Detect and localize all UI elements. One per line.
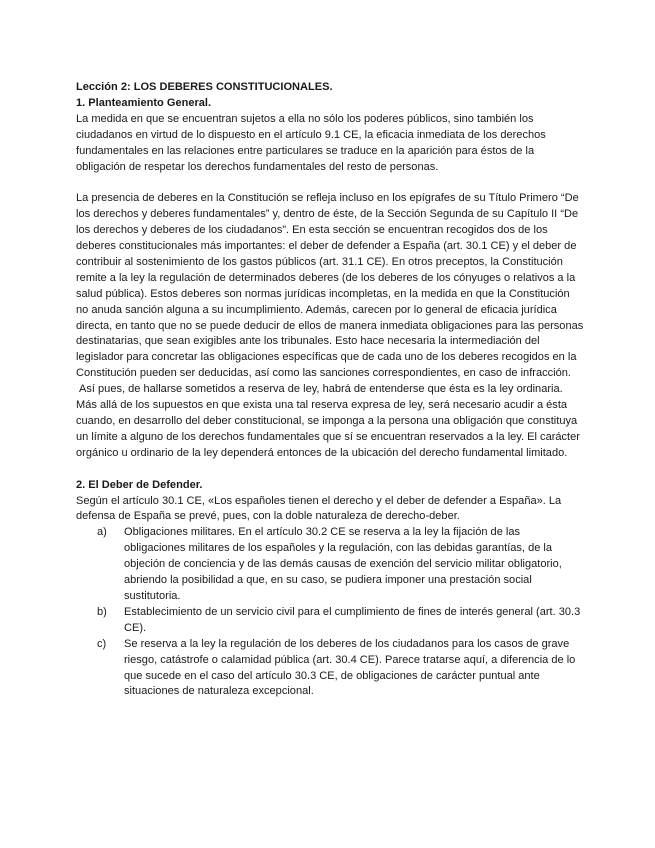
duties-list <box>76 525 584 700</box>
section-1-paragraph-2: La presencia de deberes en la Constitución se refleja incluso en los epígrafes de su Título Primero “De los derechos y deberes fundamentales” y, dentro de éste, de la Sección Segunda de su Capítulo II “De los derechos y deberes de los ciudadanos”. En esta sección se encuentran recogidos dos de los deberes constitucionales más importantes: el deber de defender a España (art. 30.1 CE) y el deber de contribuir al sostenimiento de los gastos públicos (art. 31.1 CE). En otros preceptos, la Constitución remite a la ley la regulación de determinados deberes (de los deberes de los cónyuges o relativos a la salud pública). Estos deberes son normas jurídicas incompletas, en la medida en que la Constitución no anuda sanción alguna a su incumplimiento. Además, carecen por lo general de eficacia jurídica directa, en tanto que no se puede deducir de ellos de manera inmediata obligaciones para las personas destinatarias, que sean exigibles ante los tribunales. Esto hace necesaria la intermediación del legislador para concretar las obligaciones específicas que de cada uno de los deberes recogidos en la Constitución pueden ser deducidas, así como las sanciones correspondientes, en caso de infracción. <box>76 192 584 380</box>
list-marker: c) <box>97 637 107 650</box>
section-2-intro: Según el artículo 30.1 CE, «Los españoles tienen el derecho y el deber de defender a España». La defensa de España se prevé, pues, con la doble naturaleza de derecho-deber. <box>76 494 562 523</box>
lesson-title: Lección 2: LOS DEBERES CONSTITUCIONALES. <box>76 81 333 93</box>
section-1-heading: 1. Planteamiento General. <box>76 96 212 109</box>
list-item <box>76 525 584 605</box>
list-marker: b) <box>97 605 107 618</box>
list-item-text: Establecimiento de un servicio civil para el cumplimiento de fines de interés general (art. 30.3 CE). <box>124 605 581 634</box>
section-2-heading: 2. El Deber de Defender. <box>76 478 203 491</box>
list-item-text: Se reserva a la ley la regulación de los deberes de los ciudadanos para los casos de grave riesgo, catástrofe o calamidad pública (art. 30.4 CE). Parece tratarse aquí, a diferencia de lo que sucede en el caso del artículo 30.3 CE, de obligaciones de carácter puntual ante situaciones de naturaleza excepcional. <box>124 637 576 698</box>
section-1-paragraph-3: Así pues, de hallarse sometidos a reserva de ley, habrá de entenderse que ésta es la ley ordinaria. Más allá de los supuestos en que exista una tal reserva expresa de ley, será necesario acudir a ésta cuando, en desarrollo del deber constitucional, se imponga a la persona una obligación que constituya un límite a alguno de los derechos fundamentales que sí se encuentran reservados a la ley. El carácter orgánico u ordinario de la ley dependerá entonces de la ubicación del derecho fundamental limitado. <box>76 383 580 459</box>
paragraph-gap <box>76 462 584 478</box>
paragraph-gap <box>76 175 584 191</box>
list-item <box>76 637 584 701</box>
list-item <box>76 605 584 637</box>
document-page <box>76 80 584 700</box>
list-item-text: Obligaciones militares. En el artículo 30.2 CE se reserva a la ley la fijación de las obligaciones militares de los españoles y la regulación, con las debidas garantías, de la objeción de conciencia y de las demás causas de exención del servicio militar obligatorio, abriendo la posibilidad a que, en su caso, se pudiera imponer una prestación social sustitutoria. <box>124 526 562 602</box>
section-1-paragraph-1: La medida en que se encuentran sujetos a ella no sólo los poderes públicos, sino también los ciudadanos en virtud de lo dispuesto en el artículo 9.1 CE, la eficacia inmediata de los derechos fundamentales en las relaciones entre particulares se traduce en la aparición para éstos de la obligación de respetar los derechos fundamentales del resto de personas. <box>76 112 546 173</box>
list-marker: a) <box>97 526 107 539</box>
